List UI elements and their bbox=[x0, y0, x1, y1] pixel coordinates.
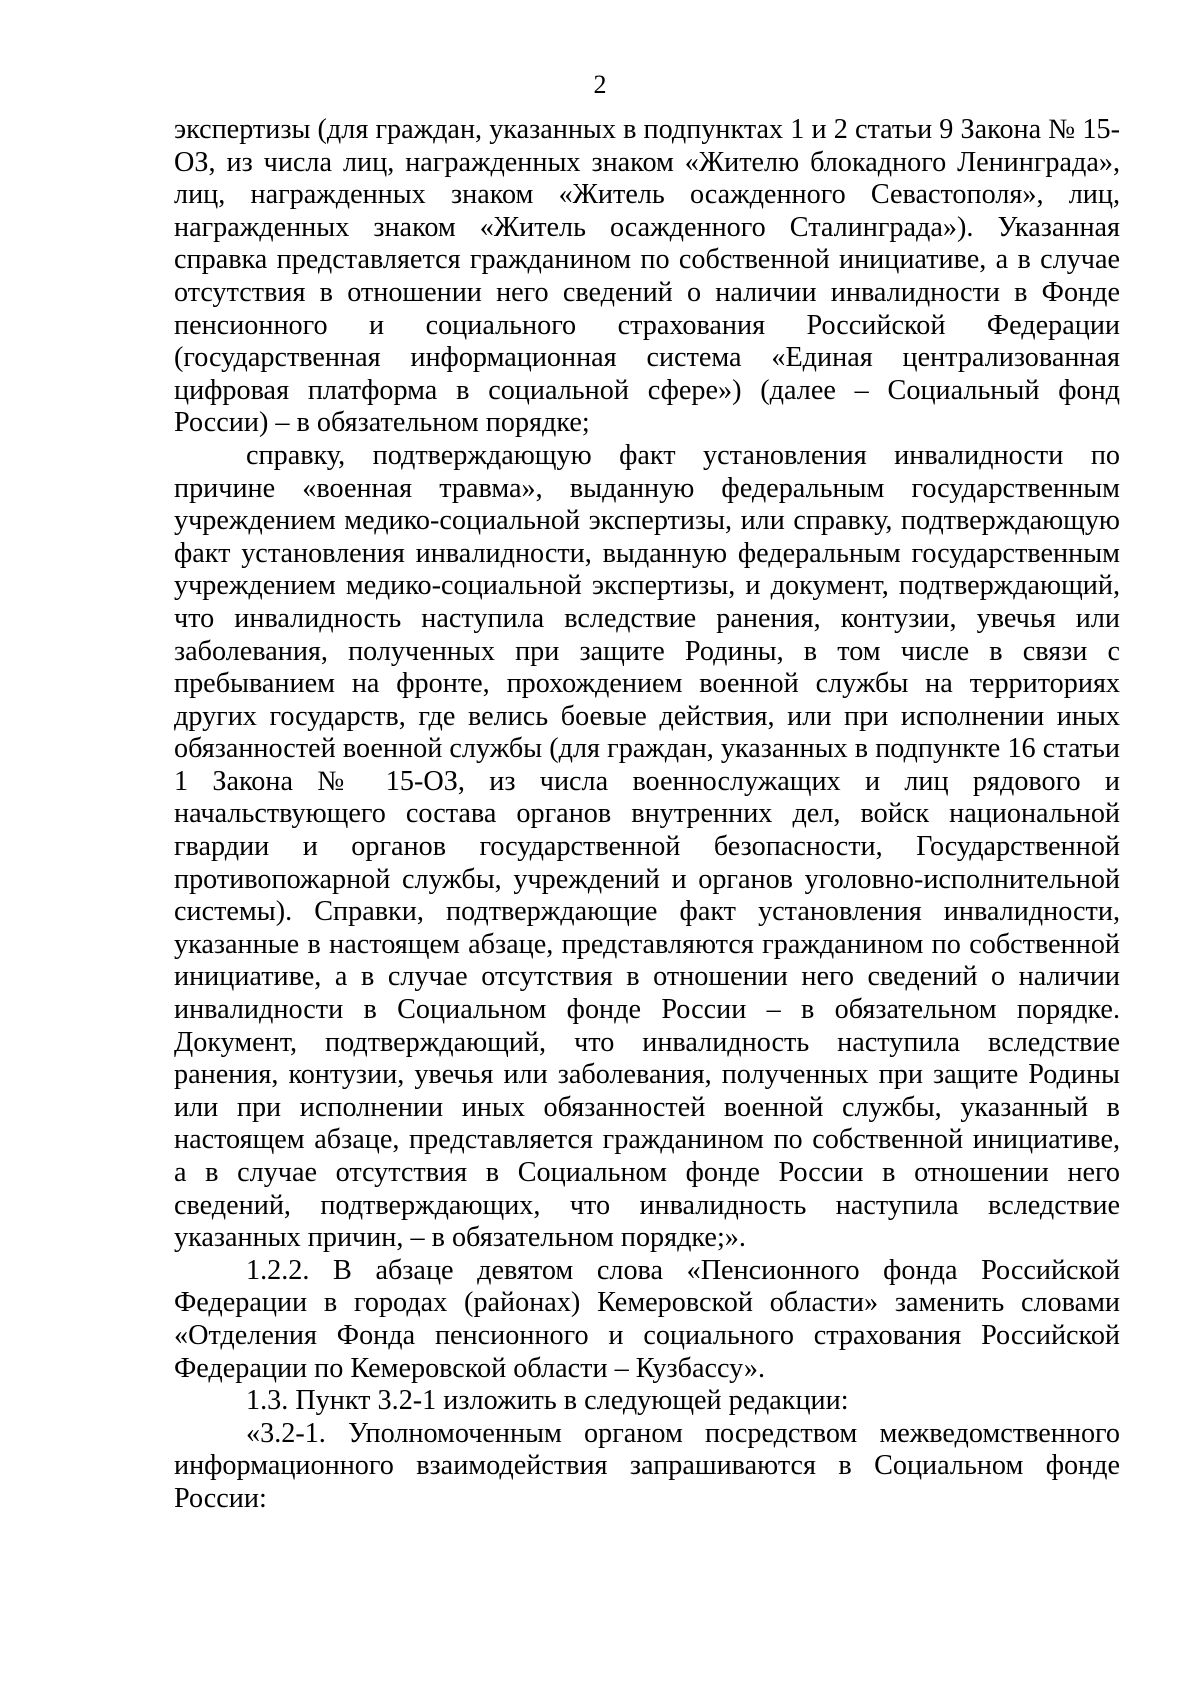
paragraph-1-2-2: 1.2.2. В абзаце девятом слова «Пенсионного фонда Российской Федерации в городах (районах) Кемеровской области» заменить словами «Отделения Фонда пенсионного и социального страхования Российской Федерации по Кемеровской области – Кузбассу». bbox=[174, 1254, 1120, 1384]
paragraph-3-2-1: «3.2-1. Уполномоченным органом посредством межведомственного информационного взаимодействия запрашиваются в Социальном фонде России: bbox=[174, 1417, 1120, 1514]
page-number: 2 bbox=[593, 70, 607, 99]
paragraph-1-3: 1.3. Пункт 3.2-1 изложить в следующей редакции: bbox=[246, 1385, 849, 1417]
paragraph-continuation: экспертизы (для граждан, указанных в подпунктах 1 и 2 статьи 9 Закона № 15-ОЗ, из числа лиц, награжденных знаком «Жителю блокадного Ленинграда», лиц, награжденных знаком «Житель осажденного Севастополя», лиц, награжденных знаком «Житель осажденного Сталинграда»). Указанная справка представляется гражданином по собственной инициативе, а в случае отсутствия в отношении него сведений о наличии инвалидности в Фонде пенсионного и социального страхования Российской Федерации (государственная информационная система «Единая централизованная цифровая платформа в социальной сфере») (далее – Социальный фонд России) – в обязательном порядке; bbox=[174, 114, 1120, 439]
document-body bbox=[174, 114, 1120, 1516]
paragraph-military-trauma-certificate: справку, подтверждающую факт установления инвалидности по причине «военная травма», выданную федеральным государственным учреждением медико-социальной экспертизы, или справку, подтверждающую факт установления инвалидности, выданную федеральным государственным учреждением медико-социальной экспертизы, и документ, подтверждающий, что инвалидность наступила вследствие ранения, контузии, увечья или заболевания, полученных при защите Родины, в том числе в связи с пребыванием на фронте, прохождением военной службы на территориях других государств, где велись боевые действия, или при исполнении иных обязанностей военной службы (для граждан, указанных в подпункте 16 статьи 1 Закона № 15-ОЗ, из числа военнослужащих и лиц рядового и начальствующего состава органов внутренних дел, войск национальной гвардии и органов государственной безопасности, Государственной противопожарной службы, учреждений и органов уголовно-исполнительной системы). Справки, подтверждающие факт установления инвалидности, указанные в настоящем абзаце, представляются гражданином по собственной инициативе, а в случае отсутствия в отношении него сведений о наличии инвалидности в Социальном фонде России – в обязательном порядке. Документ, подтверждающий, что инвалидность наступила вследствие ранения, контузии, увечья или заболевания, полученных при защите Родины или при исполнении иных обязанностей военной службы, указанный в настоящем абзаце, представляется гражданином по собственной инициативе, а в случае отсутствия в Социальном фонде России в отношении него сведений, подтверждающих, что инвалидность наступила вследствие указанных причин, – в обязательном порядке;». bbox=[174, 439, 1120, 1254]
